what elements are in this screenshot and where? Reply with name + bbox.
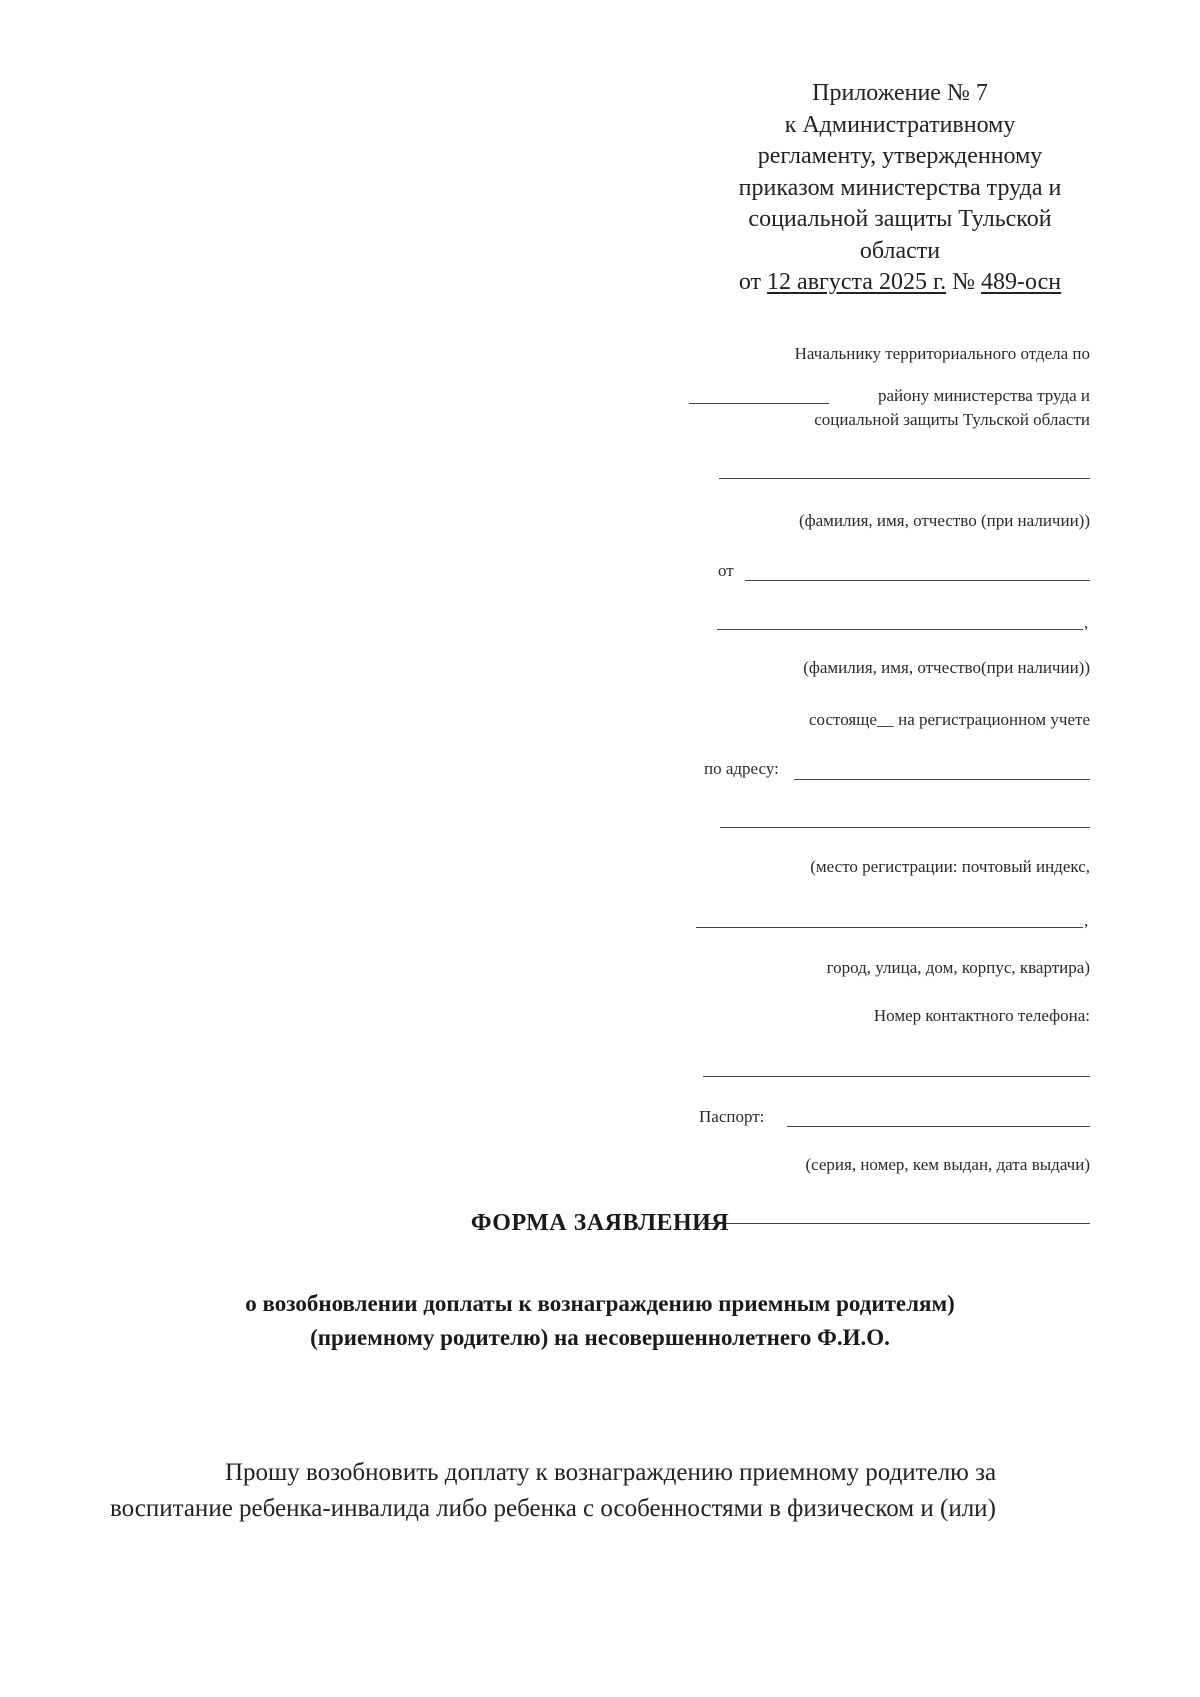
applicant-name-blank-line-2: [717, 629, 1083, 630]
district-blank-line: [689, 403, 829, 404]
address-caption-postal: (место регистрации: почтовый индекс,: [810, 857, 1090, 876]
phone-blank-line: [703, 1076, 1090, 1077]
appendix-number: Приложение № 7: [812, 80, 988, 106]
applicant-name-blank-line-1: [745, 580, 1090, 581]
appendix-number-sign: №: [952, 269, 976, 295]
address-blank-line-3: [696, 927, 1083, 928]
address-label: по адресу:: [704, 759, 779, 778]
form-subtitle-line1: о возобновлении доплаты к вознаграждению приемным родителям): [245, 1291, 955, 1316]
form-subtitle: [150, 1287, 1050, 1355]
appendix-ministry: социальной защиты Тульской: [748, 206, 1052, 232]
from-label: от: [718, 561, 734, 580]
phone-label: Номер контактного телефона:: [873, 1006, 1090, 1025]
head-name-blank-line: [719, 478, 1090, 479]
passport-blank-line-1: [787, 1126, 1090, 1127]
appendix-from-prefix: от: [738, 269, 762, 295]
passport-label: Паспорт:: [699, 1107, 765, 1126]
appendix-date-line: [700, 267, 1100, 299]
body-line-2: воспитание ребенка-инвалида либо ребенка с особенностями в физическом и (или): [110, 1495, 996, 1522]
application-body: [110, 1455, 1130, 1527]
form-subtitle-line2: (приемному родителю) на несовершеннолетнего Ф.И.О.: [310, 1325, 890, 1350]
appendix-date: 12 августа 2025 г.: [767, 269, 947, 295]
address-caption-street: город, улица, дом, корпус, квартира): [826, 958, 1090, 977]
head-title-line2: району министерства труда и: [877, 386, 1090, 405]
passport-caption: (серия, номер, кем выдан, дата выдачи): [805, 1155, 1090, 1174]
form-title: ФОРМА ЗАЯВЛЕНИЯ: [470, 1210, 730, 1236]
head-title-line1: Начальнику территориального отдела по: [794, 344, 1090, 363]
appendix-order-number: 489-осн: [981, 269, 1062, 295]
head-title-line3: социальной защиты Тульской области: [814, 410, 1090, 429]
address-blank-line-2: [720, 827, 1090, 828]
address-blank-line-1: [794, 779, 1090, 780]
appendix-region: области: [859, 237, 941, 264]
appendix-regulation: регламенту, утвержденному: [757, 143, 1043, 169]
appendix-reference: к Административному: [784, 111, 1016, 138]
address-comma: ,: [1084, 911, 1089, 930]
applicant-name-caption: (фамилия, имя, отчество(при наличии)): [803, 658, 1090, 677]
applicant-name-comma: ,: [1084, 613, 1089, 632]
head-name-caption: (фамилия, имя, отчество (при наличии)): [798, 511, 1090, 530]
body-line-1: Прошу возобновить доплату к вознаграждению приемному родителю за: [225, 1459, 997, 1486]
appendix-header: [700, 78, 1100, 299]
appendix-order: приказом министерства труда и: [738, 174, 1062, 201]
registration-status: состояще__ на регистрационном учете: [809, 710, 1090, 729]
